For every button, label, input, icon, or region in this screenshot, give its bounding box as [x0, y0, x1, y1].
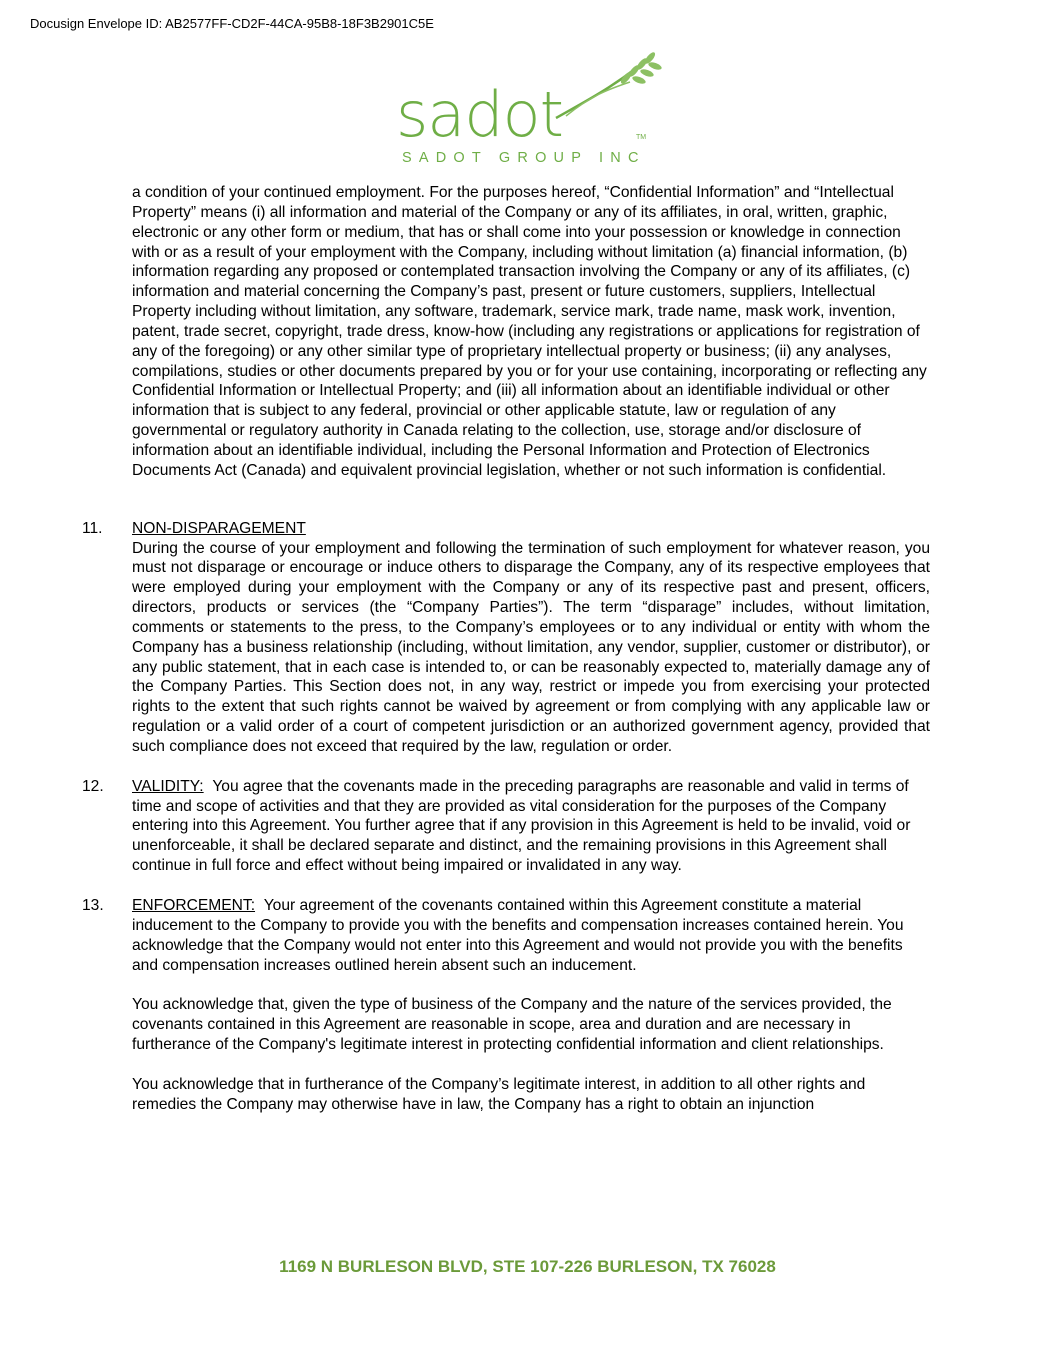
- section-heading: NON-DISPARAGEMENT: [132, 519, 306, 537]
- section-11: [82, 519, 930, 757]
- section-number: 12.: [82, 777, 104, 795]
- section-number: 13.: [82, 897, 104, 914]
- section-body: During the course of your employment and following the termination of such employment for whatever reason, you must not disparage or encourage or induce others to disparage the Company, any of its respective employees that were employed during your employment with the Company or any of its respective past and present, officers, directors, products or services (the “Company Parties”). The term “disparage” includes, without limitation, comments or statements to the press, to the Company’s employees or to any individual or entity with whom the Company has a business relationship (including, without limitation, any vendor, supplier, customer or distributor), or any public statement, that in each case is intended to, or can be reasonably expected to, materially damage any of the Company Parties. This Section does not, in any way, restrict or impede you from exercising your protected rights to the extent that such rights cannot be waived by agreement or from complying with any applicable law or regulation or a valid order of a court of competent jurisdiction or an authorized government agency, provided that such compliance does not exceed that required by the law, regulation or order.: [132, 539, 930, 755]
- trademark-mark: TM: [636, 134, 647, 141]
- section-heading: VALIDITY:: [132, 777, 204, 795]
- section-body: You agree that the covenants made in the preceding paragraphs are reasonable and valid in terms of time and scope of activities and that they are provided as vital consideration for the purposes of the Company entering into this Agreement. You further agree that if any provision in this Agreement is held to be invalid, void or unenforceable, it shall be declared separate and distinct, and the remaining provisions in this Agreement shall continue in full force and effect without being impaired or invalidated in any way.: [132, 777, 911, 875]
- envelope-id: Docusign Envelope ID: AB2577FF-CD2F-44CA-95B8-18F3B2901C5E: [30, 16, 434, 31]
- document-body: [82, 183, 930, 1115]
- logo-wordmark: sadot: [396, 78, 563, 151]
- company-logo: [396, 46, 666, 170]
- section-12: [82, 777, 930, 876]
- intro-paragraph: a condition of your continued employment. For the purposes hereof, “Confidential Information” and “Intellectual Property” means (i) all information and material of the Company or any of its affiliates, in oral, written, graphic, electronic or any other form or medium, that has or shall come into your possession or knowledge in connection with or as a result of your employment with the Company, including without limitation (a) financial information, (b) information regarding any proposed or contemplated transaction involving the Company or any of its affiliates, (c) information and material concerning the Company’s past, present or future customers, suppliers, Intellectual Property including without limitation, any software, trademark, service mark, trade name, mask work, invention, patent, trade secret, copyright, trade dress, know-how (including any registrations or applications for registration of any of the foregoing) or any other similar type of proprietary intellectual property or business; (ii) any analyses, compilations, studies or other documents prepared by you or for your use containing, incorporating or reflecting any Confidential Information or Intellectual Property; and (iii) all information about an identifiable individual or other information that is subject to any federal, provincial or other applicable statute, law or regulation of any governmental or regulatory authority in Canada relating to the collection, use, storage and/or disclosure of information about an identifiable individual, including the Personal Information and Protection of Electronics Documents Act (Canada) and equivalent provincial legislation, whether or not such information is confidential.: [132, 184, 927, 479]
- section-heading: ENFORCEMENT:: [132, 897, 256, 914]
- section-number: 11.: [82, 519, 103, 537]
- footer-address: 1169 N BURLESON BLVD, STE 107-226 BURLESON, TX 76028: [279, 1257, 776, 1276]
- section-paragraph: You acknowledge that, given the type of business of the Company and the nature of the services provided, the covenants contained in this Agreement are reasonable in scope, area and duration and are necessary in furtherance of the Company's legitimate interest in protecting confidential information and client relationships.: [132, 996, 892, 1054]
- wheat-icon: [546, 46, 666, 126]
- section-13: [82, 896, 930, 1115]
- section-body: Your agreement of the covenants contained within this Agreement constitute a material inducement to the Company to provide you with the benefits and compensation increases contained herein. You acknowledge that the Company would not enter into this Agreement and would not provide you with the benefits and compensation increases outlined herein absent such an inducement.: [132, 897, 904, 974]
- section-paragraph: You acknowledge that in furtherance of the Company’s legitimate interest, in addition to all other rights and remedies the Company may otherwise have in law, the Company has a right to obtain an injunction: [132, 1075, 866, 1113]
- logo-subtitle: SADOT GROUP INC: [402, 150, 646, 166]
